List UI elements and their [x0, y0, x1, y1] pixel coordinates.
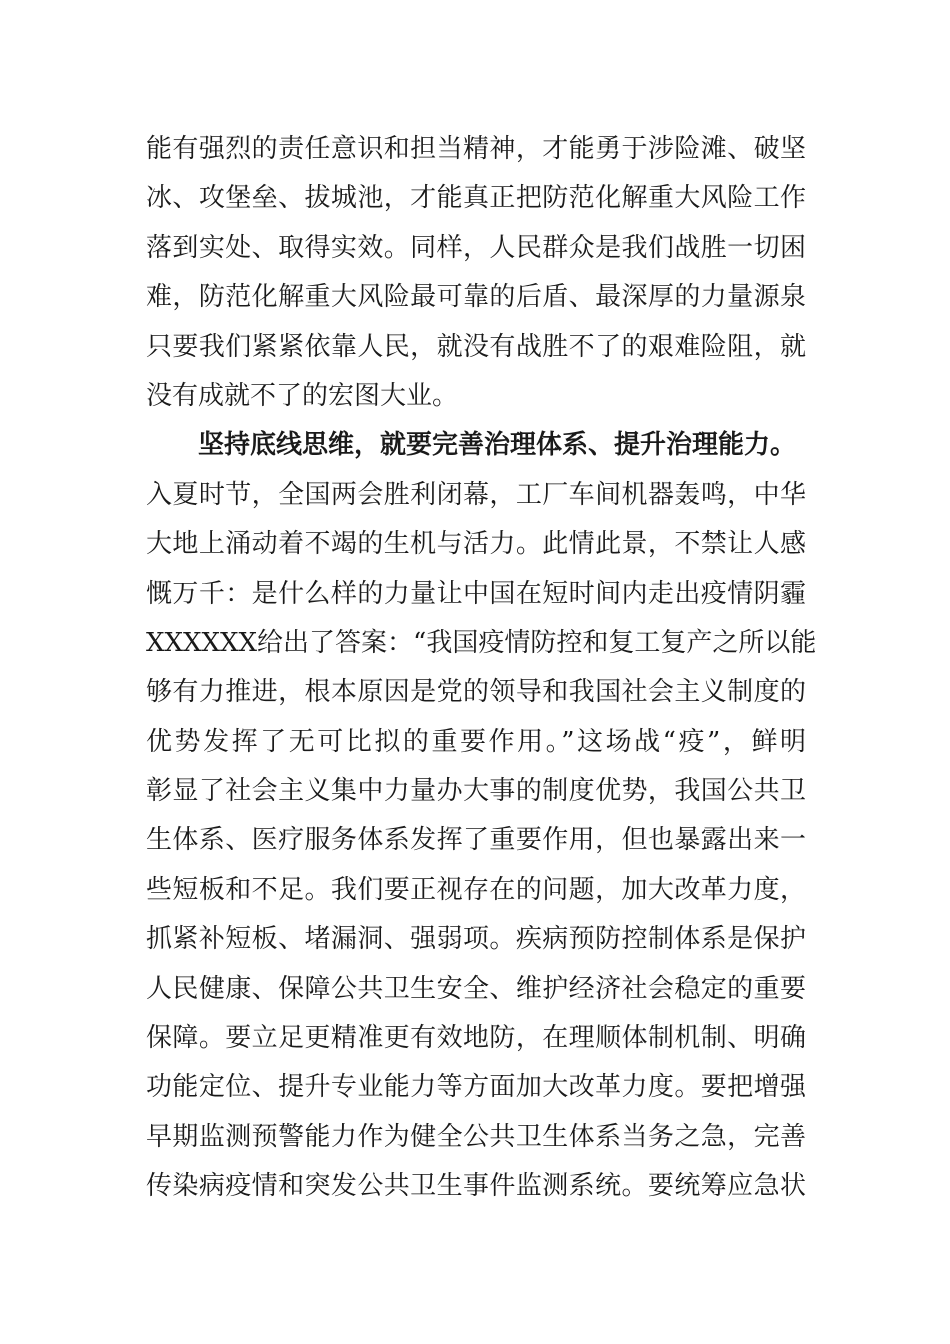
text-line: 传染病疫情和突发公共卫生事件监测系统。要统筹应急状 — [146, 1171, 806, 1202]
text-line: 入夏时节，全国两会胜利闭幕，工厂车间机器轰鸣，中华 — [146, 479, 806, 510]
text-line: 生体系、医疗服务体系发挥了重要作用，但也暴露出来一 — [146, 825, 806, 856]
text-line: 抓紧补短板、堵漏洞、强弱项。疾病预防控制体系是保护 — [146, 924, 806, 955]
text-line: 没有成就不了的宏图大业。 — [146, 380, 459, 411]
text-line: 只要我们紧紧依靠人民，就没有战胜不了的艰难险阻，就 — [146, 331, 806, 362]
body-text — [146, 125, 817, 1212]
text-line: XXXXXX给出了答案：“我国疫情防控和复工复产之所以能 — [146, 627, 817, 658]
text-line: 难，防范化解重大风险最可靠的后盾、最深厚的力量源泉 — [146, 282, 806, 313]
text-line: 人民健康、保障公共卫生安全、维护经济社会稳定的重要 — [146, 973, 806, 1004]
text-line: 彰显了社会主义集中力量办大事的制度优势，我国公共卫 — [146, 776, 806, 807]
text-line: 大地上涌动着不竭的生机与活力。此情此景，不禁让人感 — [146, 529, 806, 560]
text-line: 些短板和不足。我们要正视存在的问题，加大改革力度， — [146, 874, 806, 905]
text-line: 冰、攻堡垒、拔城池，才能真正把防范化解重大风险工作 — [146, 183, 806, 214]
text-line: 够有力推进，根本原因是党的领导和我国社会主义制度的 — [146, 677, 806, 708]
text-line: 落到实处、取得实效。同样，人民群众是我们战胜一切困 — [146, 232, 806, 263]
text-line: 优势发挥了无可比拟的重要作用。”这场战“疫”，鲜明 — [146, 726, 806, 757]
text-line: 功能定位、提升专业能力等方面加大改革力度。要把增强 — [146, 1072, 806, 1103]
text-line: 保障。要立足更精准更有效地防，在理顺体制机制、明确 — [146, 1023, 806, 1054]
paragraph-heading: 坚持底线思维，就要完善治理体系、提升治理能力。 — [198, 430, 797, 461]
text-line: 能有强烈的责任意识和担当精神，才能勇于涉险滩、破坚 — [146, 134, 806, 164]
text-line: 慨万千：是什么样的力量让中国在短时间内走出疫情阴霾 — [146, 578, 806, 609]
text-line: 早期监测预警能力作为健全公共卫生体系当务之急，完善 — [146, 1121, 806, 1152]
